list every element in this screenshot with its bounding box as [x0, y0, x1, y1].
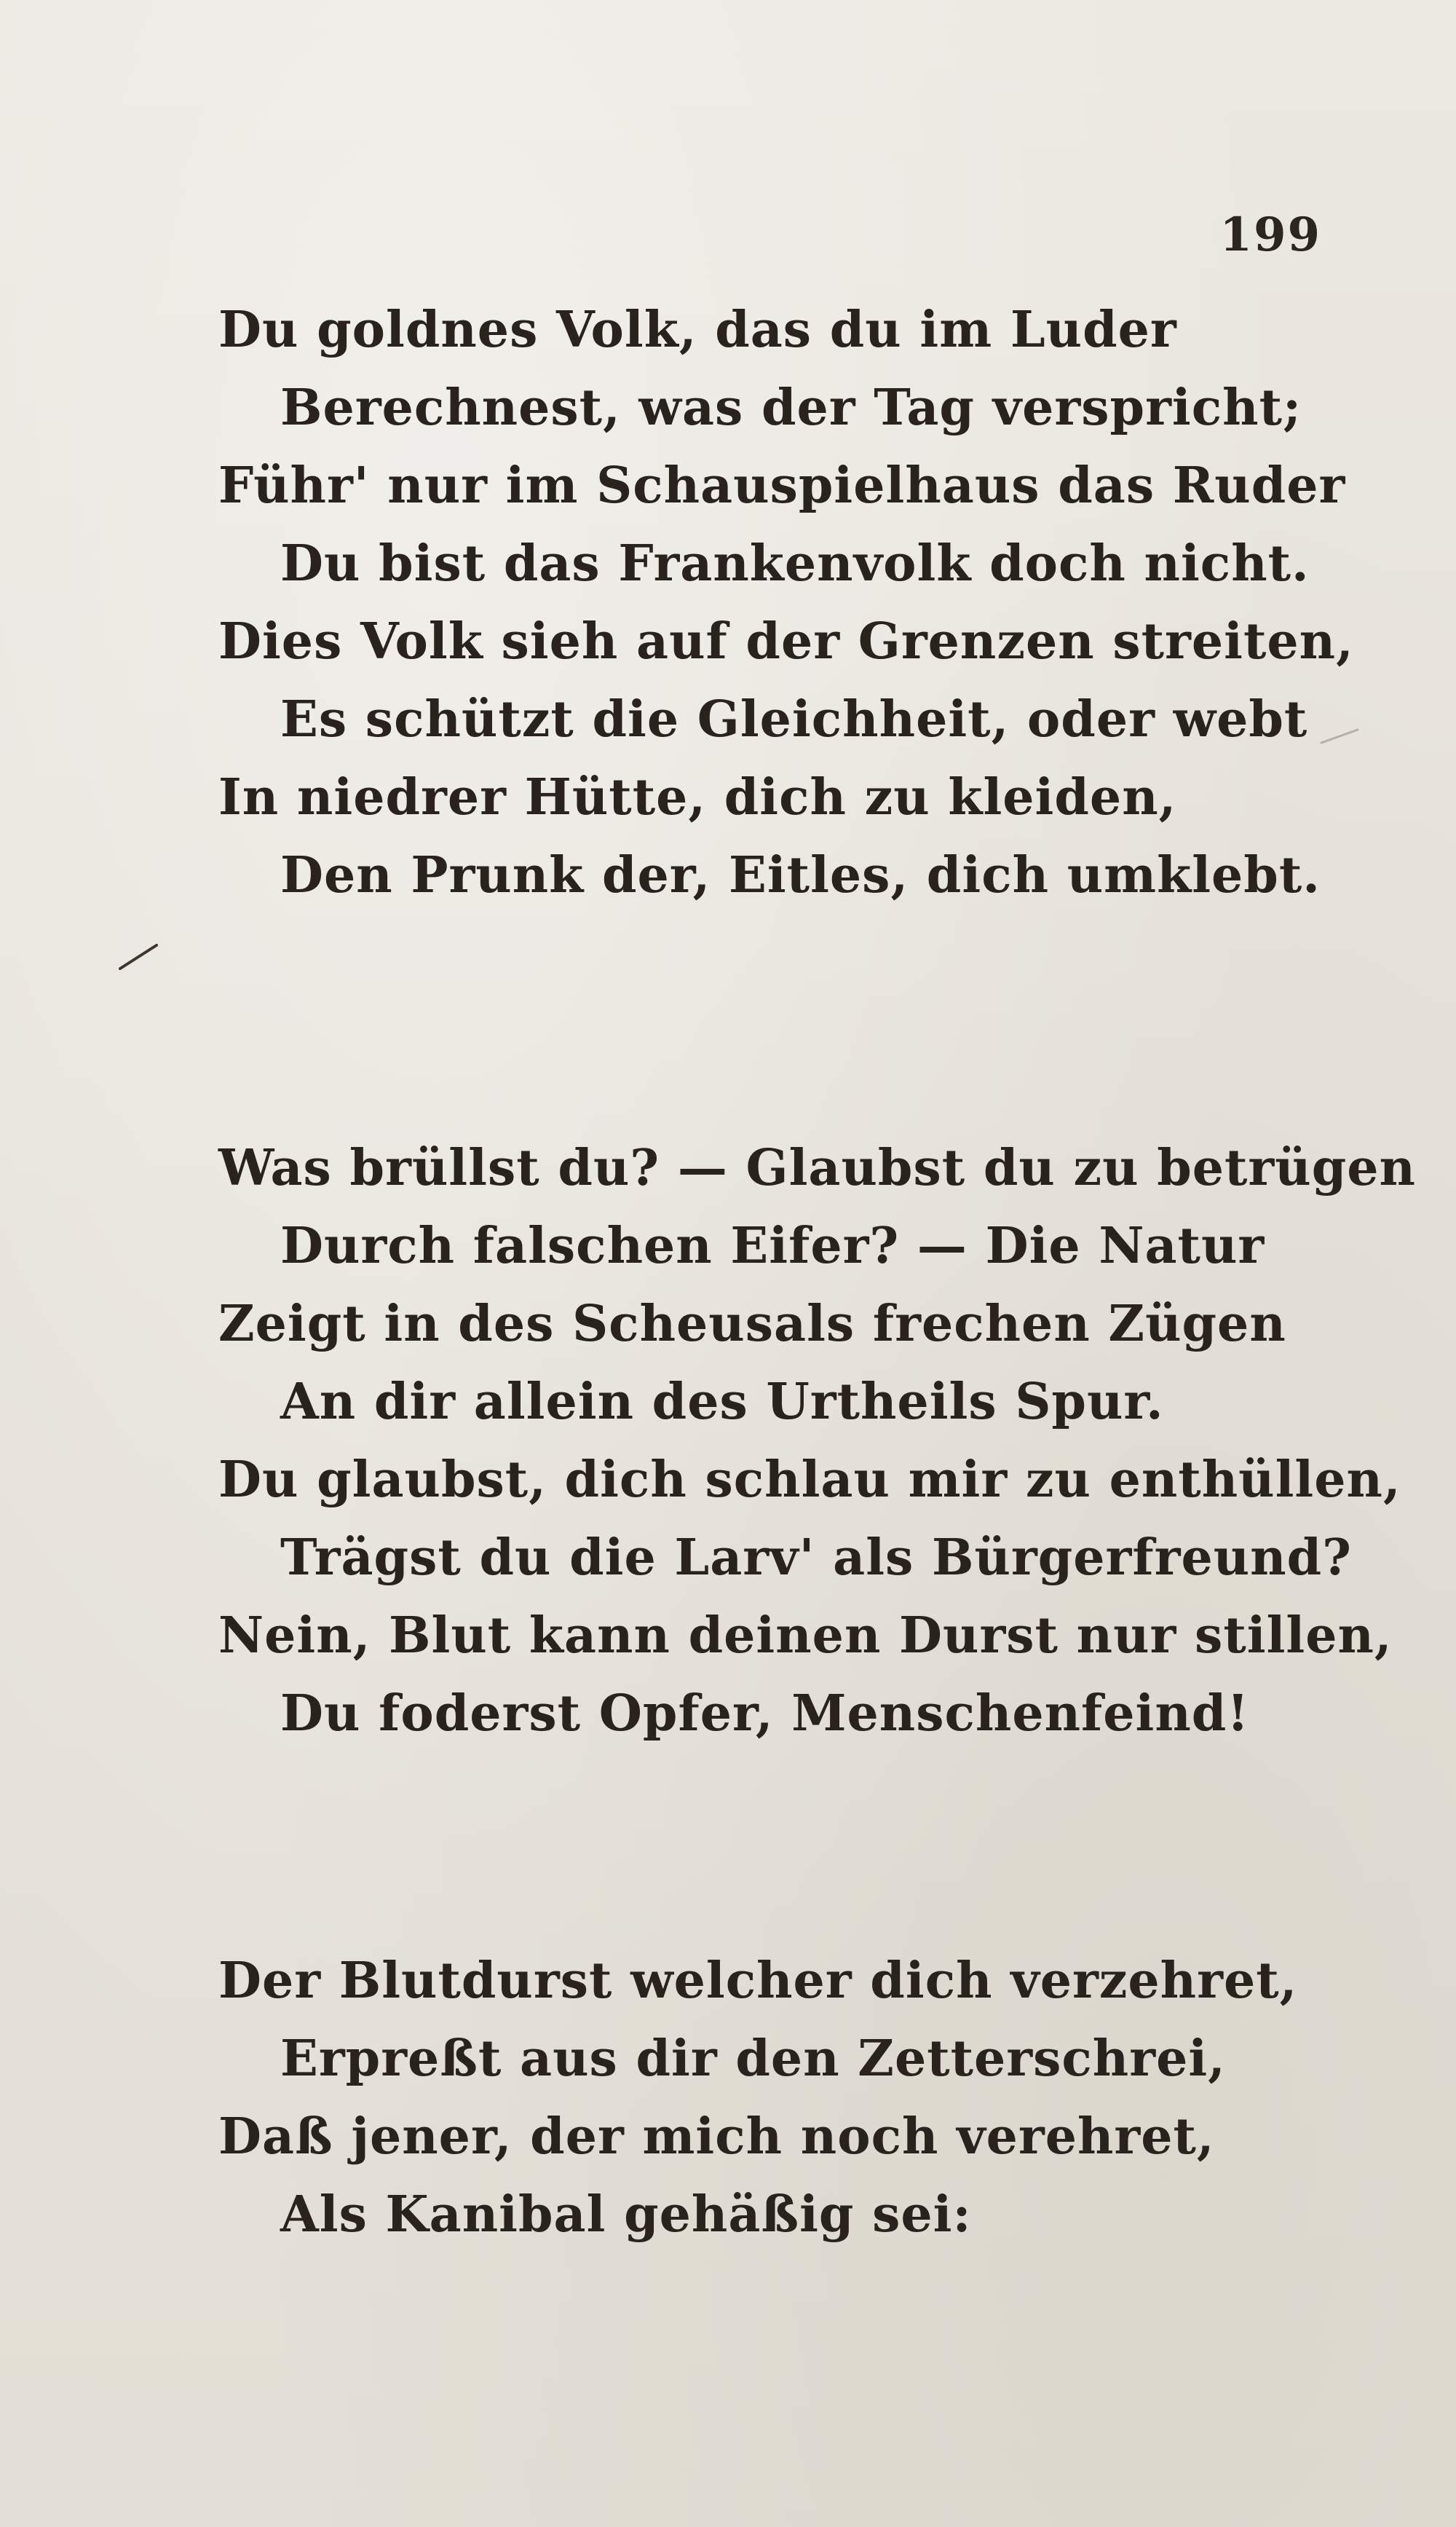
poem-line: Trägst du die Larv' als Bürgerfreund? [280, 1529, 1352, 1587]
poem-line: Erpreßt aus dir den Zetterschrei, [280, 2030, 1226, 2088]
poem-line: Du glaubst, dich schlau mir zu enthüllen, [218, 1451, 1401, 1509]
poem-line: Was brüllst du? — Glaubst du zu betrügen [218, 1139, 1416, 1197]
poem-line: Du bist das Frankenvolk doch nicht. [280, 535, 1310, 593]
poem-line: In niedrer Hütte, dich zu kleiden, [218, 768, 1177, 827]
poem-line: Berechnest, was der Tag verspricht; [280, 379, 1302, 437]
poem-line: Der Blutdurst welcher dich verzehret, [218, 1952, 1298, 2010]
poem-line: Daß jener, der mich noch verehret, [218, 2108, 1215, 2166]
stanza-2 [218, 1130, 1416, 1753]
poem-line: Zeigt in des Scheusals frechen Zügen [218, 1295, 1286, 1353]
poem-line: Als Kanibal gehäßig sei: [280, 2185, 972, 2244]
poem-line: Dies Volk sieh auf der Grenzen streiten, [218, 612, 1354, 671]
stray-pencil-mark [116, 939, 160, 976]
poem-line: Durch falschen Eifer? — Die Natur [280, 1217, 1265, 1275]
page-number: 199 [1219, 208, 1321, 262]
stanza-1 [218, 291, 1354, 915]
poem-line: Den Prunk der, Eitles, dich umklebt. [280, 846, 1321, 904]
poem-line: Du goldnes Volk, das du im Luder [218, 301, 1177, 359]
stanza-3 [218, 1942, 1354, 2254]
poem-line: Nein, Blut kann deinen Durst nur stillen, [218, 1607, 1393, 1665]
poem [218, 291, 1416, 2254]
stray-pencil-mark [1318, 721, 1361, 750]
poem-line: Führ' nur im Schauspielhaus das Ruder [218, 457, 1346, 515]
poem-line: An dir allein des Urtheils Spur. [280, 1373, 1164, 1431]
poem-line: Du foderst Opfer, Menschenfeind! [280, 1684, 1250, 1743]
poem-line: Es schützt die Gleichheit, oder webt [280, 690, 1308, 749]
